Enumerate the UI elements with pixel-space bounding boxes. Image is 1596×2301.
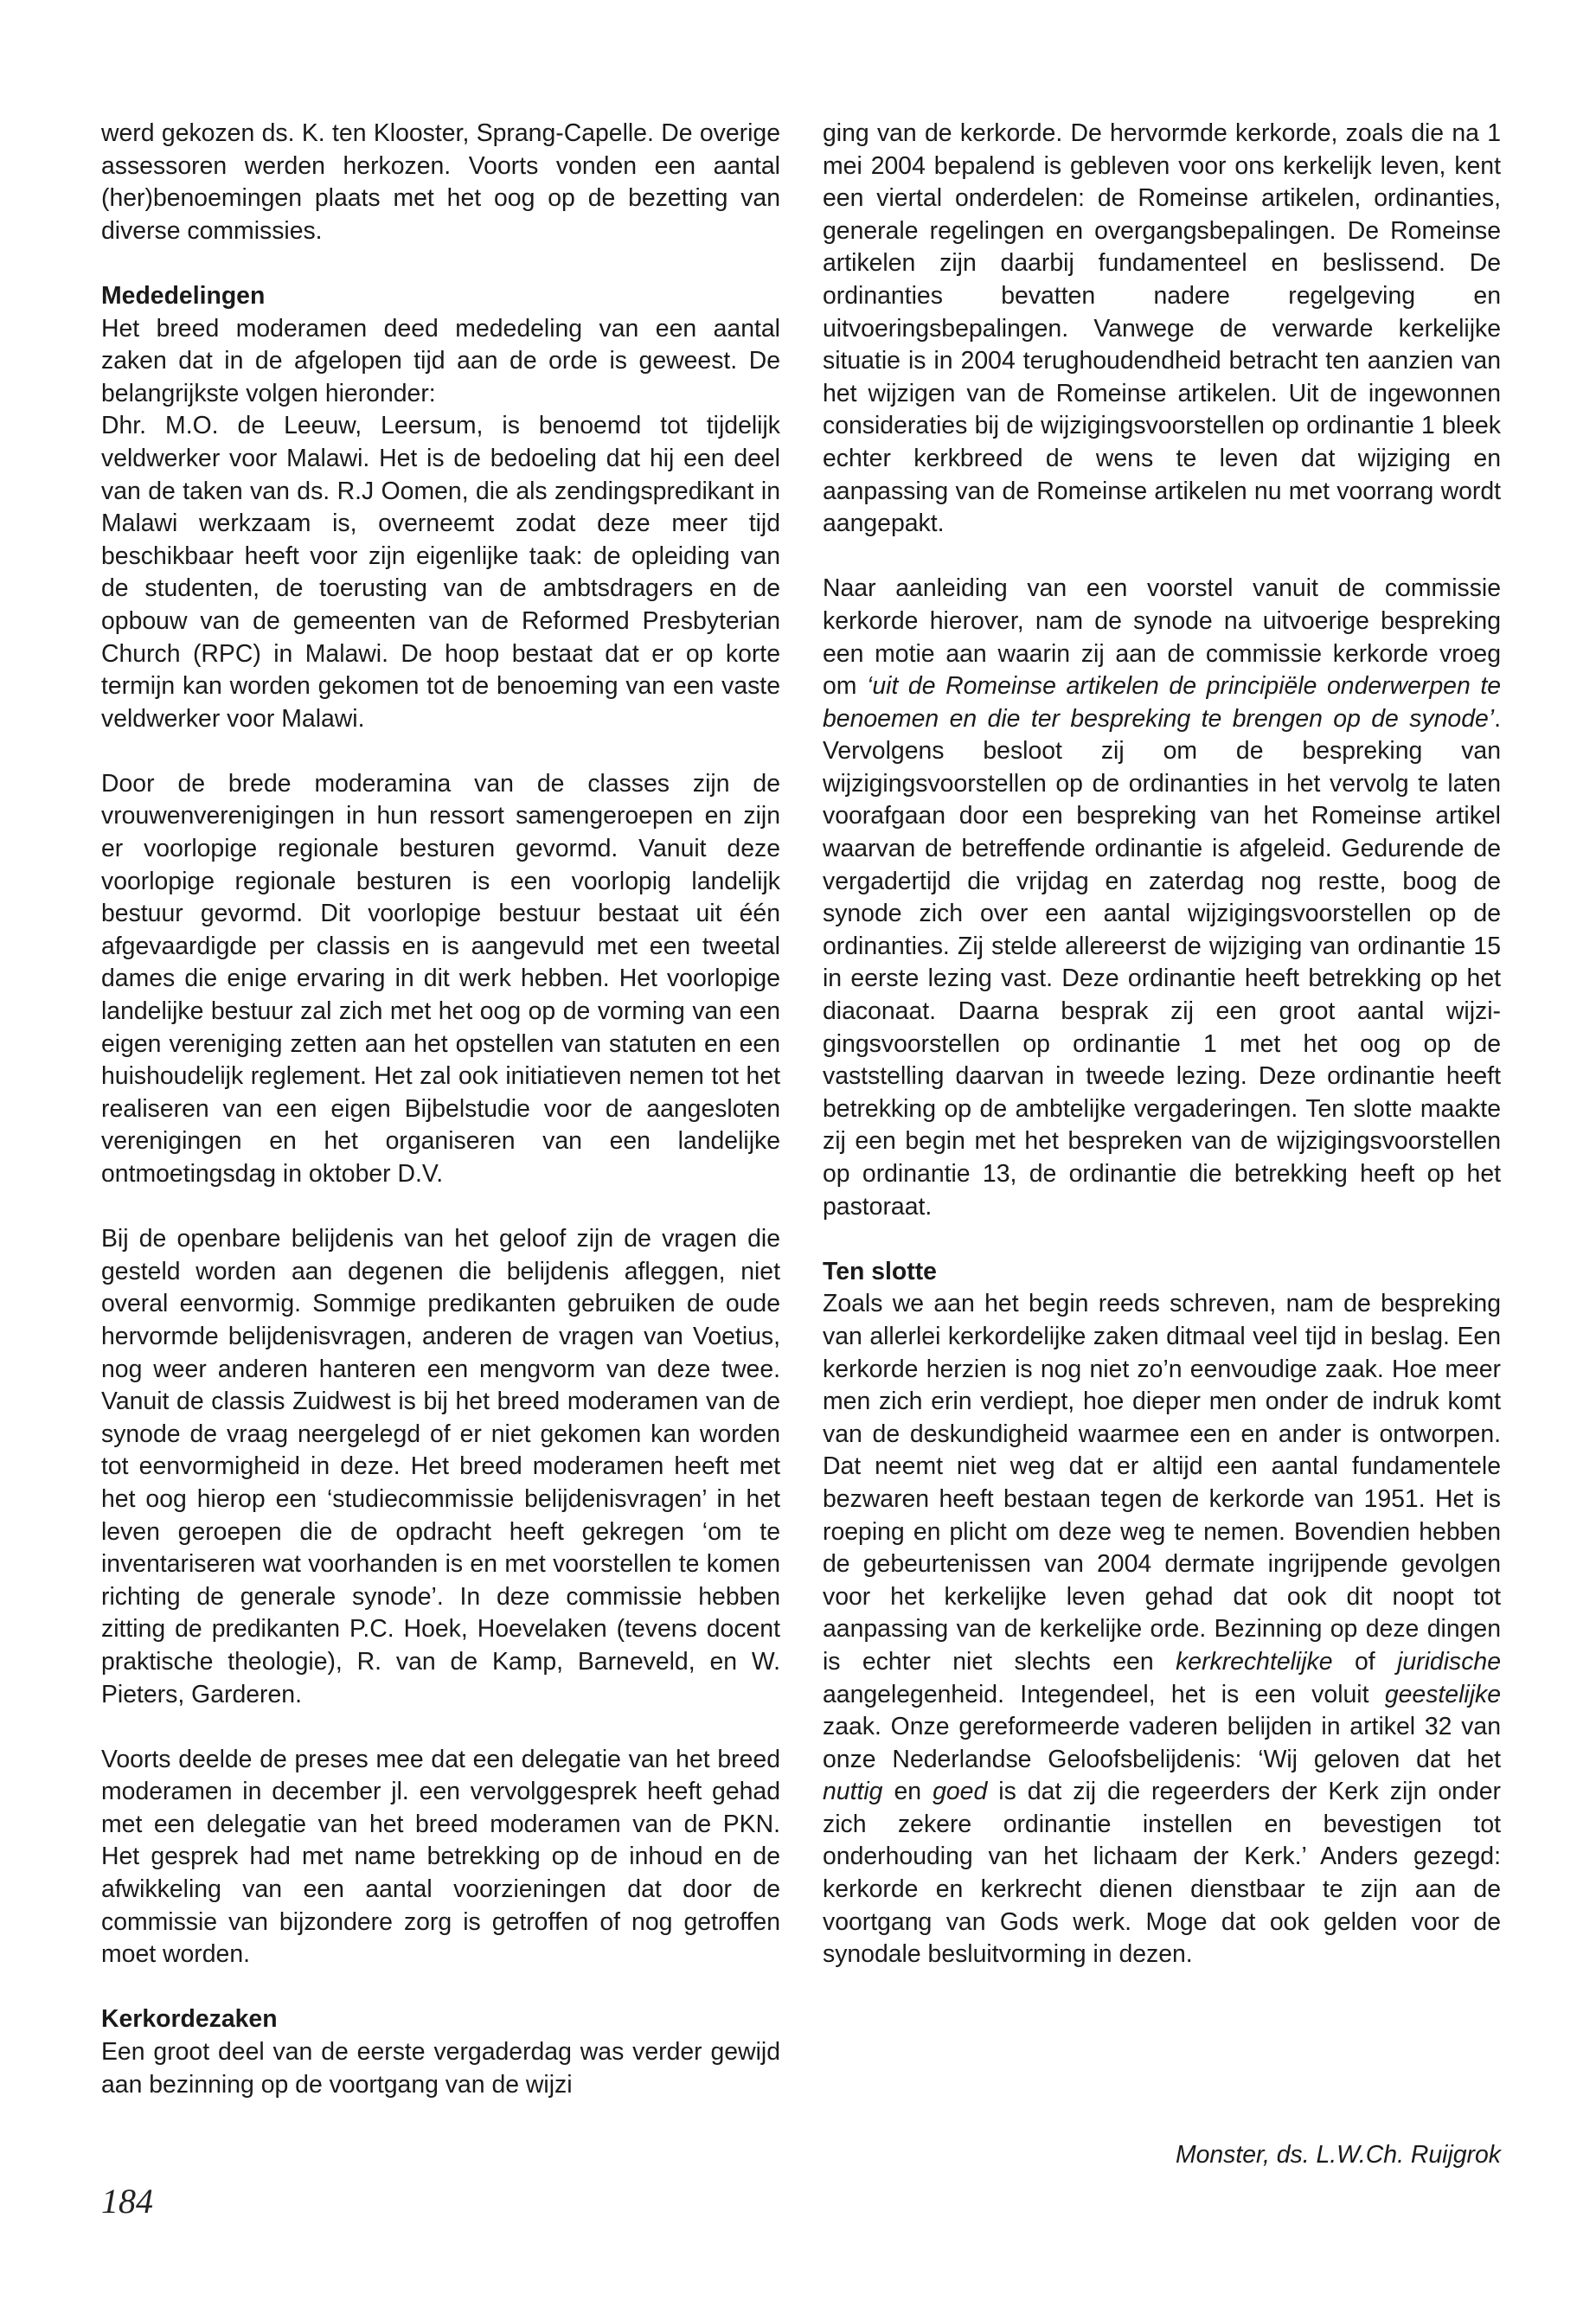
emphasis-kerkrechtelijke: kerkrechtelijke [1176,1647,1333,1676]
right-column [823,118,1501,1971]
paragraph-gap [101,1971,780,2004]
paragraph-gap [101,1191,780,1224]
paragraph-gap [101,735,780,768]
paragraph-kerkorde: ging van de kerkorde. De hervormde kerkorde, zoals die na 1 mei 2004 bepalend is gebleven voor ons kerkelijk leven, kent een viertal onderdelen: de Romeinse artikelen, ordinanties, generale regelingen en overgangsbepalingen. De Romeinse artikelen zijn daarbij fundamenteel en beslissend. De ordinanties bevatten nadere regelgeving en uitvoeringsbepalingen. Vanwege de verwarde kerkelijke situatie is in 2004 terughoudendheid betracht ten aanzien van het wijzigen van de Romeinse artikelen. Uit de ingewonnen consideraties bij de wijzigingsvoorstellen op ordinantie 1 bleek echter kerkbreed de wens te leven dat wijziging en aanpassing van de Romeinse artikelen nu met voorrang wordt aangepakt. [823,119,1501,538]
paragraph-gap [101,247,780,280]
voorstel-quote: ‘uit de Romeinse artikelen de principiële onderwerpen te benoemen en die ter bespreking te brengen op de synode’ [823,672,1502,733]
paragraph-kerkordezaken: Een groot deel van de eerste vergaderdag was verder gewijd aan bezinning op de voortgang van de wijzi [101,2038,780,2099]
paragraph-belijdenis: Bij de openbare belijdenis van het geloof zijn de vragen die gesteld worden aan degenen die belijdenis afleggen, niet overal eenvormig. Sommige predikanten gebruiken de oude hervormde belijdenisvragen, anderen de vragen van Voetius, nog weer anderen hanteren een mengvorm van deze twee. Vanuit de classis Zuidwest is bij het breed moderamen van de synode de vraag neergelegd of er niet gekomen kan worden tot eenvormigheid in deze. Het breed moderamen heeft met het oog hierop een ‘studiecommissie belijdenisvragen’ in het leven geroepen die de opdracht heeft gekregen ‘om te inventariseren wat voorhanden is en met voorstellen te komen richting de generale synode’. In deze commissie hebben zitting de predikanten P.C. Hoek, Hoevelaken (tevens docent praktische theologie), R. van de Kamp, Barneveld, en W. Pieters, Garderen. [101,1225,780,1708]
slot-text-b: aangelegenheid. Integendeel, het is een voluit [823,1680,1385,1708]
voorstel-text-a: Naar aanleiding van een voorstel vanuit de commissie kerkorde hierover, nam de synode na uitvoerige bespreking een motie aan waarin zij aan de commissie kerkorde vroeg om [823,574,1501,701]
paragraph-gap [101,1711,780,1744]
voorstel-text-b: . Vervolgens besloot zij om de bespreking van wijzigingsvoorstellen op de ordinanties in het vervolg te laten voorafgaan door een bespreking van het Romeinse artikel waarvan de betreffende ordinantie is afgeleid. Gedurende de vergadertijd die vrijdag en zaterdag nog restte, boog de synode zich over een aantal wijzigingsvoorstellen op de ordinanties. Zij stelde allereerst de wijziging van ordinantie 15 in eerste lezing vast. Deze ordinantie heeft betrekking op het diaconaat. Daarna besprak zij een groot aantal wijzigingsvoorstellen op ordinantie 1 met het oog op de vaststelling daarvan in tweede lezing. Deze ordinantie heeft betrekking op de ambtelijke vergaderingen. Ten slotte maakte zij een begin met het bespreken van de wijzigingsvoorstellen op ordinantie 13, de ordinantie die betrekking heeft op het pastoraat. [823,704,1501,1221]
paragraph-vrouwenverenigingen: Door de brede moderamina van de classes zijn de vrouwenverenigingen in hun ressort samengeroepen en zijn er voorlopige regionale besturen gevormd. Vanuit deze voorlopige regionale besturen is een voorlopig landelijk bestuur gevormd. Dit voorlopige bestuur bestaat uit één afgevaardigde per classis en is aangevuld met een tweetal dames die enige ervaring in dit werk hebben. Het voorlopige landelijke bestuur zal zich met het oog op de vorming van een eigen vereniging zetten aan het opstellen van statuten en een huishoudelijk reglement. Het zal ook initiatieven nemen tot het realiseren van een eigen Bijbelstudie voor de aangesloten verenigingen en het organiseren van een landelijke ontmoetingsdag in oktober D.V. [101,769,780,1188]
paragraph-intro: werd gekozen ds. K. ten Klooster, Sprang-Capelle. De overige assessoren werden herkozen. Voorts vonden een aantal (her)benoemingen plaats met het oog op de bezetting van diverse commissies. [101,119,780,245]
emphasis-goed: goed [933,1778,988,1806]
slot-text-a: Zoals we aan het begin reeds schreven, nam de bespreking van allerlei kerkordelijke zaken ditmaal veel tijd in beslag. Een kerkorde herzien is nog niet zo’n eenvoudige zaak. Hoe meer men zich erin verdiept, hoe dieper men onder de indruk komt van de deskundigheid waarmee een en ander is ontworpen. Dat neemt niet weg dat er altijd een aantal fundamentele bezwaren heeft bestaan tegen de kerkorde van 1951. Het is roeping en plicht om deze weg te nemen. Bovendien hebben de gebeurtenissen van 2004 dermate ingrijpende gevolgen voor het kerkelijke leven gehad dat ook dit noopt tot aanpassing van de kerkelijke orde. Bezinning op deze dingen is echter niet slechts een [823,1290,1501,1676]
slot-text-en: en [882,1778,933,1806]
emphasis-nuttig: nuttig [823,1778,883,1806]
heading-ten-slotte: Ten slotte [823,1257,937,1285]
page-number: 184 [101,2182,153,2221]
paragraph-ten-slotte [823,1288,1501,1971]
heading-mededelingen: Mededelingen [101,281,266,310]
paragraph-gap [823,1223,1501,1256]
slot-text-c: zaak. Onze gereformeerde vaderen belijden in artikel 32 van onze Nederlandse Geloofsbelijdenis: ‘Wij geloven dat het [823,1713,1501,1773]
paragraph-gap [823,541,1501,574]
left-column [101,118,780,2101]
paragraph-voorstel [823,573,1501,1223]
slot-text-of: of [1332,1647,1398,1676]
emphasis-juridische: juridische [1397,1647,1502,1676]
paragraph-mededelingen-1: Het breed moderamen deed mededeling van een aantal zaken dat in de afgelopen tijd aan de orde is geweest. De belangrijkste volgen hieronder: [101,314,780,407]
paragraph-mededelingen-2: Dhr. M.O. de Leeuw, Leersum, is benoemd tot tijdelijk veldwerker voor Malawi. Het is de bedoeling dat hij een deel van de taken van ds. R.J Oomen, die als zendingspredikant in Malawi werkzaam is, overneemt zodat deze meer tijd beschikbaar heeft voor zijn eigenlijke taak: de opleiding van de studenten, de toerusting van de ambtsdragers en de opbouw van de gemeenten van de Reformed Presbyterian Church (RPC) in Malawi. De hoop bestaat dat er op korte termijn kan worden gekomen tot de benoeming van een vaste veldwerker voor Malawi. [101,412,780,733]
emphasis-geestelijke: geestelijke [1384,1680,1501,1708]
paragraph-delegatie: Voorts deelde de preses mee dat een delegatie van het breed moderamen in december jl. een vervolggesprek heeft gehad met een delegatie van het breed moderamen van de PKN. Het gesprek had met name betrekking op de inhoud en de afwikkeling van een aantal voorzieningen dat door de commissie van bijzondere zorg is getroffen of nog getroffen moet worden. [101,1745,780,1969]
author-signature: Monster, ds. L.W.Ch. Ruijgrok [1175,2141,1501,2169]
heading-kerkordezaken: Kerkordezaken [101,2005,278,2034]
slot-text-d: is dat zij die regeerders der Kerk zijn onder zich zekere ordinantie instellen en bevestigen tot onderhouding van het lichaam der Kerk.’ Anders gezegd: kerkorde en kerkrecht dienen dienstbaar te zijn aan de voortgang van Gods werk. Moge dat ook gelden voor de synodale besluitvorming in dezen. [823,1778,1501,1969]
